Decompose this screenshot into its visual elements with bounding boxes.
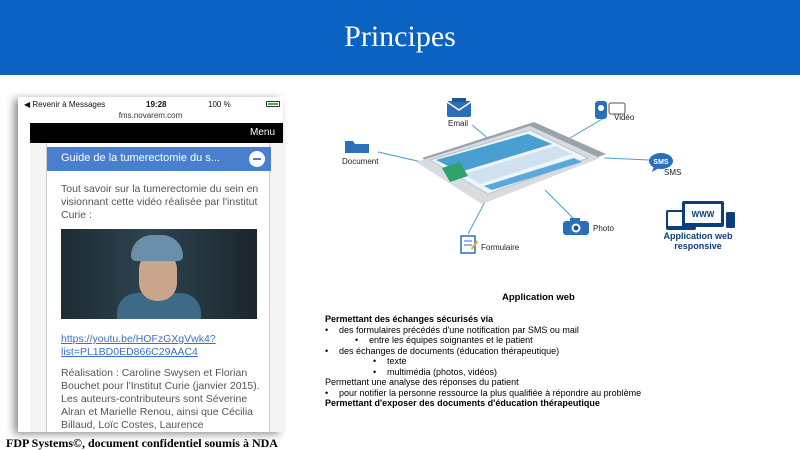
email-icon <box>446 98 472 118</box>
menu-button[interactable]: Menu <box>249 127 275 138</box>
sms-badge-text: SMS <box>653 159 669 166</box>
sms-label: SMS <box>664 168 682 177</box>
folder-icon <box>344 138 370 154</box>
desc-line-8: • pour notifier la personne ressource la plus qualifiée à répondre au problème <box>325 387 642 398</box>
guide-card-title: Guide de la tumerectomie du s... <box>61 152 220 164</box>
status-time: 19:28 <box>146 100 167 109</box>
guide-card-header[interactable] <box>47 147 271 171</box>
battery-icon <box>266 101 280 107</box>
desc-line-3: • entre les équipes soignantes et le patient <box>355 335 533 345</box>
description-block <box>325 314 695 409</box>
phone-content <box>30 143 283 432</box>
phone-screenshot <box>18 97 283 432</box>
desc-line-1: Permettant des échanges sécurisés via <box>325 314 494 324</box>
back-to-messages[interactable]: ◀ Revenir à Messages <box>24 100 106 109</box>
responsive-devices-icon <box>664 200 736 234</box>
video-label: Vidéo <box>614 113 635 122</box>
web-app-responsive-label: Application web responsive <box>663 231 733 251</box>
form-icon <box>459 234 479 254</box>
camera-icon <box>562 218 590 236</box>
collapse-icon[interactable] <box>249 151 265 167</box>
desc-line-2: • des formulaires précédés d'une notification par SMS ou mail <box>325 324 579 335</box>
credits-text: Réalisation : Caroline Swysen et Florian Bouchet pour l'Institut Curie (janvier 2015). Les auteurs-contributeurs sont Séverine Alran et Marielle Renou, ainsi que Cécilia Billaud, Loïc Costes, Laurence <box>61 367 260 431</box>
desc-line-9: Permettant d'exposer des documents d'éducation thérapeutique <box>325 398 600 408</box>
photo-label: Photo <box>593 224 614 233</box>
url-bar[interactable]: fms.novarem.com <box>118 111 183 120</box>
desc-line-4: • des échanges de documents (éducation thérapeutique) <box>325 345 560 356</box>
video-link[interactable]: https://youtu.be/HOFzGXgVwk4?list=PL1BD0ED866C29AAC4 <box>61 333 216 358</box>
www-text: WWW <box>691 210 715 219</box>
video-thumbnail[interactable] <box>61 229 257 319</box>
desc-line-6: • multimédia (photos, vidéos) <box>373 366 498 377</box>
phone-status-bar <box>18 97 283 111</box>
guide-card <box>46 143 270 432</box>
desc-line-5: • texte <box>373 356 407 366</box>
application-web-title: Application web <box>502 292 575 303</box>
formulaire-label: Formulaire <box>481 243 520 252</box>
slide-title: Principes <box>344 20 456 53</box>
site-nav-bar <box>30 123 283 143</box>
guide-intro-text: Tout savoir sur la tumerectomie du sein en visionnant cette vidéo réalisée par l'institut Curie : <box>61 183 259 221</box>
email-label: Email <box>448 119 469 128</box>
smartphone-illustration <box>402 118 608 208</box>
document-label: Document <box>342 157 379 166</box>
slide-footer: FDP Systems©, document confidentiel soumis à NDA <box>6 436 278 450</box>
slide-header <box>0 0 800 75</box>
desc-line-7: Permettant une analyse des réponses du patient <box>325 377 519 387</box>
status-battery-text: 100 % <box>208 100 231 109</box>
